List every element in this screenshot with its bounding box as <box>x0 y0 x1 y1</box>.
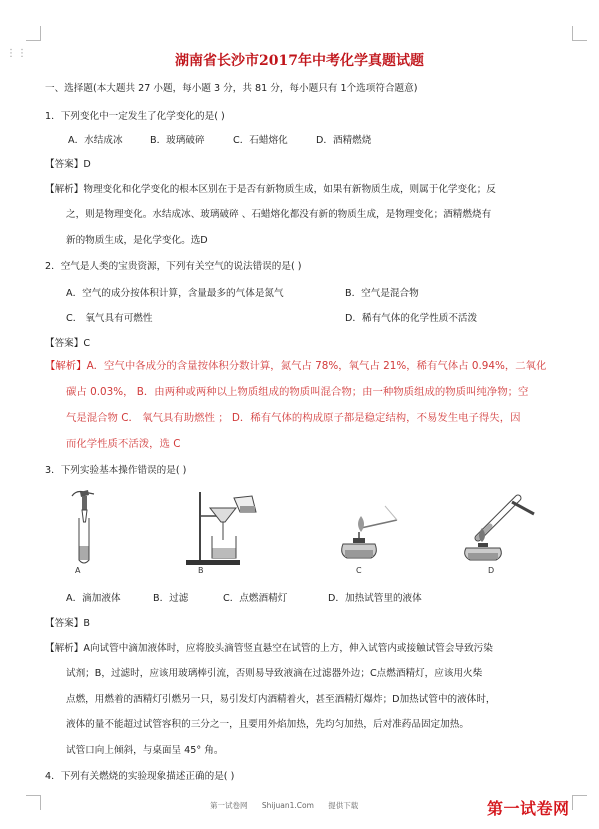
q2-analysis-tag: 【解析】 <box>45 360 87 372</box>
page-title: 湖南省长沙市2017年中考化学真题试题 <box>175 53 424 69</box>
drag-handle-icon[interactable]: ⋮⋮ <box>6 48 28 59</box>
q2-analysis-text-1: A．空气中各成分的含量按体积分数计算，氮气占 78%，氧气占 21%，稀有气体占 0.94%，二氧化 <box>86 360 547 372</box>
q1-analysis-line-3: 新的物质生成，是化学变化。选D <box>66 235 208 246</box>
figure-c-alcohol-lamp <box>335 488 415 568</box>
q2-analysis-line-4: 而化学性质不活泼，选 C <box>66 438 181 450</box>
footer-site-name: 第一试卷网 <box>210 801 248 810</box>
site-logo: 第一试卷网 <box>487 799 570 818</box>
q3-answer-tag: 【答案】 <box>45 618 84 629</box>
q3-answer-value: B <box>83 618 90 629</box>
q2-option-c: C． 氧气具有可燃性 <box>66 313 153 324</box>
q1-analysis-line-2: 之，则是物理变化。水结成冰、玻璃破碎 、石蜡熔化都没有新的物质生成，是物理变化；酒精燃烧有 <box>66 209 492 220</box>
q2-answer-value: C <box>83 338 91 349</box>
q1-answer-value: D <box>83 159 91 170</box>
q3-option-b: B．过滤 <box>153 593 189 604</box>
q3-option-a: A．滴加液体 <box>66 593 121 604</box>
q1-option-b: B．玻璃破碎 <box>150 135 205 146</box>
q3-analysis-line-5: 试管口向上倾斜，与桌面呈 45° 角。 <box>66 745 224 756</box>
q3-option-c: C．点燃酒精灯 <box>223 593 288 604</box>
figure-c-label: C <box>356 566 362 575</box>
q2-analysis-line-2: 碳占 0.03%， B．由两种或两种以上物质组成的物质叫混合物；由一种物质组成的物质叫纯净物；空 <box>66 386 529 398</box>
q3-answer <box>45 617 90 630</box>
q4-stem: 4．下列有关燃烧的实验现象描述正确的是( ) <box>45 771 235 782</box>
q1-stem: 1．下列变化中一定发生了化学变化的是( ) <box>45 111 225 122</box>
q2-option-d: D．稀有气体的化学性质不活泼 <box>345 313 478 324</box>
q2-stem: 2．空气是人类的宝贵资源，下列有关空气的说法错误的是( ) <box>45 261 302 272</box>
q3-analysis-line-1 <box>45 642 493 655</box>
footer-site-url[interactable]: Shijuan1.Com <box>261 801 314 810</box>
figure-a-label: A <box>75 566 81 575</box>
crop-mark-bottom-left <box>26 795 41 810</box>
q1-analysis-text-1: 物理变化和化学变化的根本区别在于是否有新物质生成，如果有新物质生成，则属于化学变化；反 <box>83 184 496 195</box>
crop-mark-top-right <box>572 26 587 41</box>
q2-analysis-line-1 <box>45 360 546 373</box>
figure-b-label: B <box>198 566 204 575</box>
crop-mark-bottom-right <box>572 795 587 810</box>
figure-d-label: D <box>488 566 495 575</box>
q3-option-d: D．加热试管里的液体 <box>328 593 422 604</box>
q1-analysis-line-1 <box>45 183 496 196</box>
q1-answer <box>45 158 91 171</box>
q3-analysis-line-3: 点燃，用燃着的酒精灯引燃另一只，易引发灯内酒精着火，甚至酒精灯爆炸；D加热试管中的液体时， <box>66 694 496 705</box>
q1-analysis-tag: 【解析】 <box>45 184 84 195</box>
crop-mark-top-left <box>26 26 41 41</box>
q1-option-c: C．石蜡熔化 <box>233 135 288 146</box>
footer-download-text: 提供下载 <box>328 801 359 810</box>
q1-option-d: D．酒精燃烧 <box>316 135 372 146</box>
page-footer <box>210 800 358 811</box>
figure-a-dropper <box>66 488 116 568</box>
q2-answer-tag: 【答案】 <box>45 338 84 349</box>
q3-analysis-text-1: A向试管中滴加液体时，应将胶头滴管竖直悬空在试管的上方，伸入试管内或接触试管会导致污染 <box>83 643 493 654</box>
q1-option-a: A．水结成冰 <box>68 135 123 146</box>
q2-analysis-line-3: 气是混合物 C． 氧气具有助燃性 ； D．稀有气体的构成原子都是稳定结构，不易发生电子得失，因 <box>66 412 521 424</box>
q2-option-b: B．空气是混合物 <box>345 288 419 299</box>
q3-stem: 3．下列实验基本操作错误的是( ) <box>45 465 187 476</box>
figure-d-heating-tube <box>460 488 550 568</box>
q1-answer-tag: 【答案】 <box>45 159 84 170</box>
q3-analysis-tag: 【解析】 <box>45 643 84 654</box>
q2-answer <box>45 337 90 350</box>
q3-analysis-line-4: 液体的量不能超过试管容积的三分之一，且要用外焰加热，先均匀加热，后对准药品固定加热。 <box>66 719 469 730</box>
q3-analysis-line-2: 试剂；B，过滤时，应该用玻璃棒引流，否则易导致液滴在过滤器外边；C点燃酒精灯，应该用火柴 <box>66 668 483 679</box>
section-heading: 一、选择题(本大题共 27 小题，每小题 3 分，共 81 分，每小题只有 1个选项符合题意) <box>45 83 418 94</box>
figure-b-filtration <box>180 488 270 568</box>
q2-option-a: A．空气的成分按体积计算，含量最多的气体是氮气 <box>66 288 284 299</box>
